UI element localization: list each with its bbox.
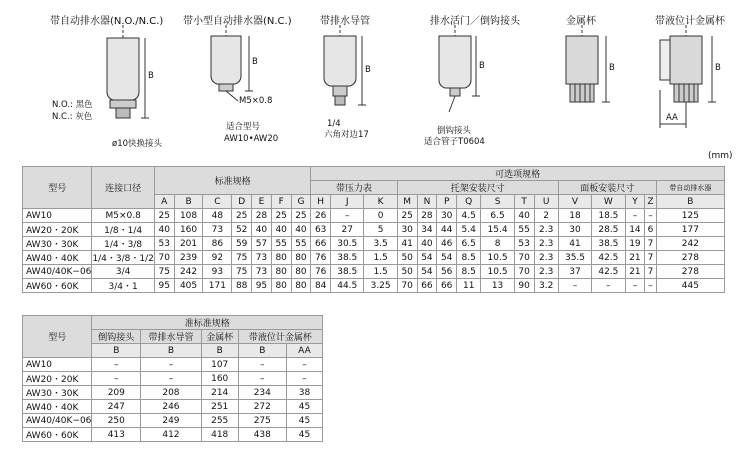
table-row	[23, 223, 725, 237]
dim-aa-fig6: AA	[666, 113, 678, 123]
table-cell: 95	[252, 279, 272, 293]
table-cell: 15.4	[481, 223, 514, 237]
table-cell: 59	[232, 237, 252, 251]
table-cell: 50	[397, 251, 417, 265]
col-header: Z	[645, 195, 656, 209]
table-cell: –	[558, 279, 591, 293]
table-cell: 242	[174, 265, 203, 279]
figure-small-auto-drain	[211, 25, 253, 101]
table-cell: 73	[203, 223, 232, 237]
table-cell: 6.5	[457, 237, 481, 251]
row-port: 3/4・1	[92, 279, 154, 293]
table-cell: 21	[625, 251, 645, 265]
table-cell: 0	[364, 209, 397, 223]
col-header: H	[311, 195, 331, 209]
fig1-tube-label: ø10快换接头	[112, 139, 163, 149]
table-cell: 418	[201, 428, 238, 442]
col-header: Y	[625, 195, 645, 209]
table-cell: 66	[417, 279, 437, 293]
table-row	[23, 400, 323, 414]
table-cell: 55	[271, 237, 291, 251]
row-model: AW20・20K	[23, 223, 92, 237]
table-cell: 53	[154, 237, 174, 251]
table-cell: 55	[514, 223, 534, 237]
table-cell: 40	[154, 223, 174, 237]
row-model: AW10	[23, 209, 92, 223]
table-cell: –	[92, 358, 141, 372]
caption-drain-guide: 带排水导管	[320, 16, 370, 27]
dim-b-fig4: B	[479, 61, 485, 71]
table-cell: 5.4	[457, 223, 481, 237]
col-header: B	[174, 195, 203, 209]
table-cell: 239	[174, 251, 203, 265]
figure-auto-drain	[107, 25, 149, 118]
table-cell: 80	[271, 279, 291, 293]
table-cell: 70	[154, 251, 174, 265]
table-cell: 2.3	[534, 223, 558, 237]
table-cell: 14	[625, 223, 645, 237]
table-cell: 28	[252, 209, 272, 223]
table-cell: 2.3	[534, 237, 558, 251]
col2-header: B	[92, 344, 141, 358]
col-header: C	[203, 195, 232, 209]
th2-metal-bowl: 金属杯	[201, 330, 238, 344]
th-optional: 可选项规格	[311, 167, 725, 181]
row-model: AW10	[23, 358, 92, 372]
table-cell: 171	[203, 279, 232, 293]
table-cell: 80	[291, 265, 311, 279]
table-cell: 35.5	[558, 251, 591, 265]
table-cell: 38.5	[592, 237, 625, 251]
table-cell: 25	[271, 209, 291, 223]
table-cell: 26	[311, 209, 331, 223]
fig1-no-label: N.O.: 黑色	[52, 100, 93, 110]
table-cell: –	[645, 279, 656, 293]
table-cell: 7	[645, 251, 656, 265]
table-cell: 66	[311, 237, 331, 251]
row-model: AW40/40K−06	[23, 414, 92, 428]
table-cell: 8.5	[457, 251, 481, 265]
table-row	[23, 358, 323, 372]
table-cell: 80	[291, 251, 311, 265]
table-cell: 177	[656, 223, 724, 237]
th-bracket: 托架安装尺寸	[397, 181, 558, 195]
table-cell: 70	[514, 251, 534, 265]
col-header: W	[592, 195, 625, 209]
table-cell: 38	[286, 386, 322, 400]
table-cell: 275	[238, 414, 286, 428]
table-cell: –	[625, 279, 645, 293]
row-model: AW40・40K	[23, 251, 92, 265]
table-cell: 28.5	[592, 223, 625, 237]
table-cell: 25	[232, 209, 252, 223]
table-cell: 2.3	[534, 251, 558, 265]
col-header: N	[417, 195, 437, 209]
table-row	[23, 372, 323, 386]
table-cell: 70	[514, 265, 534, 279]
table-cell: –	[238, 358, 286, 372]
table-cell: 30	[558, 223, 591, 237]
table-row	[23, 265, 725, 279]
table-cell: 18	[558, 209, 591, 223]
table-cell: 84	[311, 279, 331, 293]
row-model: AW30・30K	[23, 386, 92, 400]
fig3-hex-label: 六角对边17	[324, 130, 369, 140]
table-cell: 6.5	[481, 209, 514, 223]
table-cell: 209	[92, 386, 141, 400]
table-cell: 125	[656, 209, 724, 223]
col2-header: AA	[286, 344, 322, 358]
col-header: M	[397, 195, 417, 209]
table-cell: 44.5	[331, 279, 364, 293]
table-cell: 42.5	[592, 251, 625, 265]
th2-barb: 倒钩接头	[92, 330, 141, 344]
table-cell: 160	[201, 372, 238, 386]
table-cell: 57	[252, 237, 272, 251]
th2-drain-guide: 带排水导管	[141, 330, 202, 344]
table-cell: –	[286, 372, 322, 386]
quasi-standard-table	[22, 315, 323, 442]
table-cell: 66	[437, 279, 457, 293]
table-cell: 8	[481, 237, 514, 251]
table-cell: 4.5	[457, 209, 481, 223]
table-cell: 75	[232, 265, 252, 279]
table-cell: –	[92, 372, 141, 386]
table-cell: –	[625, 209, 645, 223]
table-cell: 201	[174, 237, 203, 251]
table-cell: 45	[286, 400, 322, 414]
fig4-tube-label: 适合管子T0604	[424, 137, 485, 147]
table-cell: 80	[271, 265, 291, 279]
table-cell: 3.25	[364, 279, 397, 293]
table-cell: 90	[514, 279, 534, 293]
table-cell: 40	[514, 209, 534, 223]
row-model: AW30・30K	[23, 237, 92, 251]
row-port: 1/4・3/8	[92, 237, 154, 251]
table-cell: 2	[534, 209, 558, 223]
table-cell: 2.3	[534, 265, 558, 279]
row-port: 3/4	[92, 265, 154, 279]
table-row	[23, 209, 725, 223]
table-cell: 19	[625, 237, 645, 251]
row-model: AW60・60K	[23, 428, 92, 442]
table-cell: –	[331, 209, 364, 223]
table-cell: 75	[154, 265, 174, 279]
col-header: V	[558, 195, 591, 209]
table-cell: 8.5	[457, 265, 481, 279]
table-cell: 73	[252, 251, 272, 265]
table-cell: 38.5	[331, 265, 364, 279]
caption-small-auto-drain: 带小型自动排水器(N.C.)	[183, 16, 292, 27]
table-cell: 52	[232, 223, 252, 237]
row-model: AW20・20K	[23, 372, 92, 386]
table-cell: 234	[238, 386, 286, 400]
table-cell: 1.5	[364, 251, 397, 265]
table-cell: 3.2	[534, 279, 558, 293]
col-header: K	[364, 195, 397, 209]
table-cell: 413	[92, 428, 141, 442]
col-header: E	[252, 195, 272, 209]
col-header: B	[656, 195, 724, 209]
table-cell: 25	[154, 209, 174, 223]
dim-b-fig3: B	[365, 65, 371, 75]
unit-label: (mm)	[708, 151, 733, 161]
fig2-thread-label: M5×0.8	[239, 96, 273, 106]
th-standard: 标准规格	[154, 167, 310, 195]
table-cell: 214	[201, 386, 238, 400]
table-row	[23, 386, 323, 400]
table-cell: 95	[154, 279, 174, 293]
row-model: AW40・40K	[23, 400, 92, 414]
table-cell: 10.5	[481, 265, 514, 279]
dim-b-fig1: B	[148, 71, 154, 81]
table-row	[23, 414, 323, 428]
table-cell: 18.5	[592, 209, 625, 223]
table-row	[23, 251, 725, 265]
table-cell: 54	[437, 251, 457, 265]
figure-drain-cock	[439, 25, 480, 112]
table-cell: –	[238, 372, 286, 386]
dim-b-fig2: B	[252, 57, 258, 67]
table-cell: –	[592, 279, 625, 293]
table-cell: –	[645, 209, 656, 223]
th-autodrain: 带自动排水器	[656, 181, 724, 195]
th-panel: 面板安装尺寸	[558, 181, 656, 195]
table-cell: 40	[417, 237, 437, 251]
table-cell: 40	[271, 223, 291, 237]
figure-drain-guide	[324, 25, 366, 105]
figure-metal-bowl	[566, 25, 610, 102]
table-cell: 34	[417, 223, 437, 237]
col-header: P	[437, 195, 457, 209]
table-cell: 445	[656, 279, 724, 293]
table-cell: 48	[203, 209, 232, 223]
table-cell: 93	[203, 265, 232, 279]
fig4-barb-label: 倒钩接头	[437, 126, 472, 136]
table-row	[23, 237, 725, 251]
table-cell: 42.5	[592, 265, 625, 279]
quasi-table-body	[23, 358, 323, 442]
table-cell: 246	[141, 400, 202, 414]
th-port: 连接口径	[92, 167, 154, 209]
table-cell: –	[141, 358, 202, 372]
dim-b-fig6: B	[715, 63, 721, 73]
table-cell: 53	[514, 237, 534, 251]
table-cell: 75	[232, 251, 252, 265]
table-cell: 88	[232, 279, 252, 293]
table-cell: 92	[203, 251, 232, 265]
spec-table-body	[23, 209, 725, 293]
table-cell: 438	[238, 428, 286, 442]
col2-header: B	[238, 344, 286, 358]
table-cell: 63	[311, 223, 331, 237]
table-cell: 37	[558, 265, 591, 279]
table-cell: 247	[92, 400, 141, 414]
col2-header: B	[201, 344, 238, 358]
table-cell: 30.5	[331, 237, 364, 251]
th2-model: 型号	[23, 316, 92, 358]
fig1-nc-label: N.C.: 灰色	[52, 112, 93, 122]
table-cell: 54	[417, 251, 437, 265]
table-cell: 21	[625, 265, 645, 279]
table-cell: 30	[437, 209, 457, 223]
table-cell: –	[286, 358, 322, 372]
table-cell: 55	[291, 237, 311, 251]
table-cell: 278	[656, 265, 724, 279]
table-cell: 80	[291, 279, 311, 293]
col-header: D	[232, 195, 252, 209]
table-row	[23, 279, 725, 293]
table-cell: –	[141, 372, 202, 386]
table-cell: 45	[286, 414, 322, 428]
table-cell: 249	[141, 414, 202, 428]
table-cell: 251	[201, 400, 238, 414]
col-header: T	[514, 195, 534, 209]
col-header: U	[534, 195, 558, 209]
table-cell: 50	[397, 265, 417, 279]
table-cell: 38.5	[331, 251, 364, 265]
table-cell: 25	[397, 209, 417, 223]
table-cell: 13	[481, 279, 514, 293]
table-cell: 70	[397, 279, 417, 293]
table-cell: 86	[203, 237, 232, 251]
dim-b-fig5: B	[609, 63, 615, 73]
table-cell: 7	[645, 237, 656, 251]
table-cell: 108	[174, 209, 203, 223]
table-cell: 412	[141, 428, 202, 442]
table-cell: 41	[397, 237, 417, 251]
table-cell: 27	[331, 223, 364, 237]
spec-table	[22, 166, 725, 293]
table-cell: 7	[645, 265, 656, 279]
table-cell: 107	[201, 358, 238, 372]
table-cell: 272	[238, 400, 286, 414]
fig2-model-title: 适合型号	[226, 122, 261, 132]
row-port: 1/4・3/8・1/2	[92, 251, 154, 265]
caption-auto-drain: 带自动排水器(N.O./N.C.)	[50, 16, 164, 27]
table-cell: 250	[92, 414, 141, 428]
col-header: A	[154, 195, 174, 209]
col-header: F	[271, 195, 291, 209]
table-cell: 405	[174, 279, 203, 293]
table-cell: 1.5	[364, 265, 397, 279]
table-cell: 28	[417, 209, 437, 223]
caption-metal-bowl: 金属杯	[566, 16, 596, 27]
fig2-model: AW10•AW20	[224, 134, 279, 144]
table-cell: 5	[364, 223, 397, 237]
table-cell: 44	[437, 223, 457, 237]
table-cell: 10.5	[481, 251, 514, 265]
col-header: G	[291, 195, 311, 209]
table-cell: 11	[457, 279, 481, 293]
table-cell: 6	[645, 223, 656, 237]
table-cell: 80	[271, 251, 291, 265]
caption-metal-bowl-level: 带液位计金属杯	[655, 16, 725, 27]
table-cell: 255	[201, 414, 238, 428]
row-model: AW40/40K−06	[23, 265, 92, 279]
table-cell: 242	[656, 237, 724, 251]
table-cell: 41	[558, 237, 591, 251]
table-cell: 76	[311, 265, 331, 279]
th-pressure-gauge: 带压力表	[311, 181, 398, 195]
table-cell: 3.5	[364, 237, 397, 251]
table-cell: 278	[656, 251, 724, 265]
table-cell: 160	[174, 223, 203, 237]
table-cell: 54	[417, 265, 437, 279]
table-cell: 25	[291, 209, 311, 223]
th-model: 型号	[23, 167, 92, 209]
caption-drain-cock-barb: 排水活门／倒钩接头	[430, 16, 520, 27]
table-cell: 208	[141, 386, 202, 400]
row-port: M5×0.8	[92, 209, 154, 223]
table-cell: 46	[437, 237, 457, 251]
table-cell: 73	[252, 265, 272, 279]
table-row	[23, 428, 323, 442]
table-cell: 45	[286, 428, 322, 442]
col-header: Q	[457, 195, 481, 209]
table-cell: 76	[311, 251, 331, 265]
table-cell: 56	[437, 265, 457, 279]
th2-level-bowl: 带液位计金属杯	[238, 330, 322, 344]
col-header: J	[331, 195, 364, 209]
row-model: AW60・60K	[23, 279, 92, 293]
col2-header: B	[141, 344, 202, 358]
row-port: 1/8・1/4	[92, 223, 154, 237]
th2-quasi: 准标准规格	[92, 316, 323, 330]
fig3-size-label: 1/4	[327, 119, 341, 129]
table-cell: 40	[252, 223, 272, 237]
table-cell: 40	[291, 223, 311, 237]
col-header: S	[481, 195, 514, 209]
figures-drawing	[0, 0, 750, 160]
table-cell: 30	[397, 223, 417, 237]
